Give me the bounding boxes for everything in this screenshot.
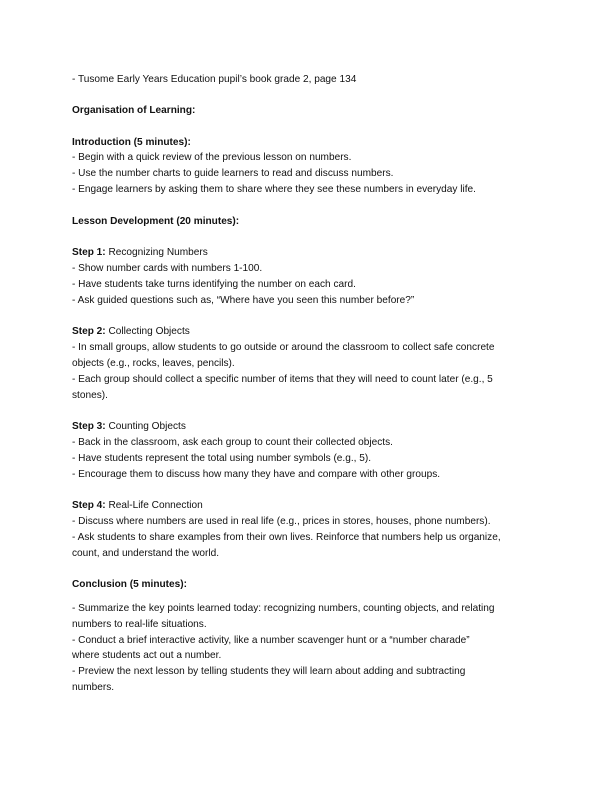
organisation-heading: Organisation of Learning: xyxy=(72,105,196,116)
step-title: Counting Objects xyxy=(105,421,186,432)
step-title: Real-Life Connection xyxy=(105,500,203,511)
step-label: Step 4: xyxy=(72,500,106,511)
step-title: Recognizing Numbers xyxy=(105,247,208,258)
conclusion-line: - Preview the next lesson by telling students they will learn about adding and subtracting xyxy=(72,666,466,677)
step-line: - Have students represent the total using number symbols (e.g., 5). xyxy=(72,453,372,464)
source-reference: - Tusome Early Years Education pupil’s book grade 2, page 134 xyxy=(72,74,357,85)
step-label: Step 2: xyxy=(72,326,106,337)
step-line: stones). xyxy=(72,390,108,401)
conclusion-line: - Summarize the key points learned today: recognizing numbers, counting objects, and relating xyxy=(72,603,495,614)
step-2-heading xyxy=(72,324,190,340)
conclusion-line: - Conduct a brief interactive activity, like a number scavenger hunt or a “number charade” xyxy=(72,635,470,646)
conclusion-heading: Conclusion (5 minutes): xyxy=(72,579,187,590)
conclusion-line: numbers to real-life situations. xyxy=(72,619,207,630)
step-line: - Ask guided questions such as, “Where have you seen this number before?” xyxy=(72,295,415,306)
step-3-heading xyxy=(72,419,186,435)
development-heading: Lesson Development (20 minutes): xyxy=(72,216,240,227)
step-line: - Ask students to share examples from their own lives. Reinforce that numbers help us organize, xyxy=(72,532,501,543)
conclusion-line: numbers. xyxy=(72,682,115,693)
conclusion-line: where students act out a number. xyxy=(72,650,222,661)
step-line: - Each group should collect a specific number of items that they will need to count later (e.g., 5 xyxy=(72,374,493,385)
step-line: - Have students take turns identifying the number on each card. xyxy=(72,279,356,290)
step-4-heading xyxy=(72,498,203,514)
step-line: - Discuss where numbers are used in real life (e.g., prices in stores, houses, phone numbers). xyxy=(72,516,491,527)
introduction-bullet: - Use the number charts to guide learners to read and discuss numbers. xyxy=(72,168,394,179)
step-line: objects (e.g., rocks, leaves, pencils). xyxy=(72,358,235,369)
step-line: - In small groups, allow students to go outside or around the classroom to collect safe concrete xyxy=(72,342,495,353)
introduction-bullet: - Begin with a quick review of the previous lesson on numbers. xyxy=(72,152,352,163)
step-label: Step 3: xyxy=(72,421,106,432)
introduction-bullet: - Engage learners by asking them to share where they see these numbers in everyday life. xyxy=(72,184,476,195)
step-title: Collecting Objects xyxy=(105,326,190,337)
step-line: - Encourage them to discuss how many they have and compare with other groups. xyxy=(72,469,441,480)
step-line: - Back in the classroom, ask each group to count their collected objects. xyxy=(72,437,393,448)
step-line: - Show number cards with numbers 1-100. xyxy=(72,263,263,274)
step-1-heading xyxy=(72,245,208,261)
introduction-heading: Introduction (5 minutes): xyxy=(72,137,191,148)
step-label: Step 1: xyxy=(72,247,106,258)
step-line: count, and understand the world. xyxy=(72,548,220,559)
